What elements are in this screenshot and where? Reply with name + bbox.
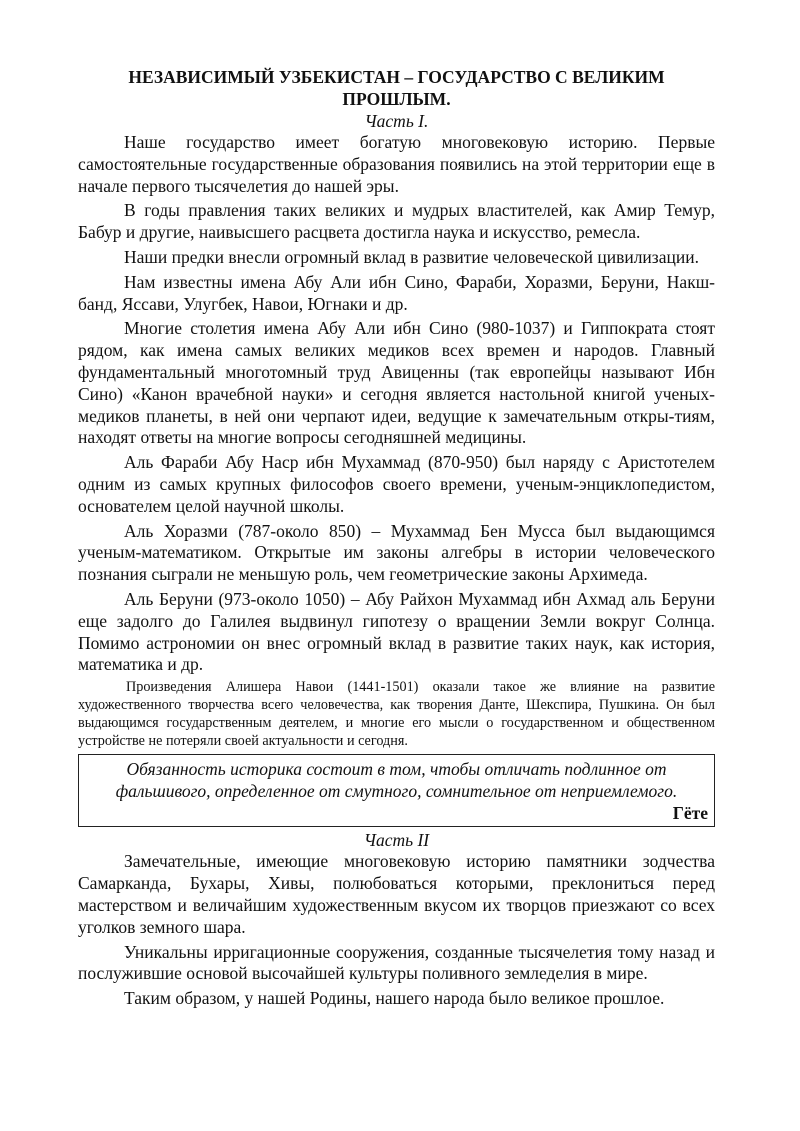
document-page xyxy=(78,66,715,1013)
paragraph: Замечательные, имеющие многовековую историю памятники зодчества Самарканда, Бухары, Хивы, полюбоваться которыми, преклониться перед мастерством и величайшим художественным вкусом их творцов приезжают со всех уголков земного шара. xyxy=(78,851,715,937)
paragraph: Наше государство имеет богатую многовековую историю. Первые самостоятельные государственные образования появились на этой территории еще в начале первого тысячелетия до нашей эры. xyxy=(78,132,715,196)
paragraph: Аль Хоразми (787-около 850) – Мухаммад Бен Мусса был выдающимся ученым-математиком. Открытые им законы алгебры в истории человеческого познания сыграли не меньшую роль, чем геометрические законы Архимеда. xyxy=(78,520,715,585)
paragraph: Аль Фараби Абу Наср ибн Мухаммад (870-950) был наряду с Аристотелем одним из самых крупных философов своего времени, ученым-энциклопедистом, основателем целой научной школы. xyxy=(78,452,715,516)
part-2-heading: Часть II xyxy=(363,830,430,851)
paragraph: Таким образом, у нашей Родины, нашего народа было великое прошлое. xyxy=(124,988,665,1009)
paragraph: Многие столетия имена Абу Али ибн Сино (980-1037) и Гиппократа стоят рядом, как имена самых великих медиков всех времен и народов. Главный фундаментальный многотомный труд Авиценны (так европейцы называют Ибн Сино) «Канон врачебной науки» и сегодня является настольной книгой ученых-медиков планеты, в ней они черпают идеи, ведущие к замечательным откры-тиям, находят ответы на многие вопросы сегодняшней медицины. xyxy=(78,318,715,448)
part-1-body xyxy=(78,132,715,676)
small-paragraph-navoi: Произведения Алишера Навои (1441-1501) оказали такое же влияние на развитие художественного творчества всего человечества, как творения Данте, Шекспира, Пушкина. Он был выдающимся государственным деятелем, и многие его мысли о государственном и общественном устройстве не потеряли своей актуальности и сегодня. xyxy=(78,679,715,749)
part-1-heading: Часть I. xyxy=(364,111,429,131)
quote-box xyxy=(78,754,715,827)
paragraph: Наши предки внесли огромный вклад в развитие человеческой цивилизации. xyxy=(124,246,699,267)
document-title: НЕЗАВИСИМЫЙ УЗБЕКИСТАН – ГОСУДАРСТВО С ВЕЛИКИМ ПРОШЛЫМ. xyxy=(128,67,665,109)
quote-author: Гёте xyxy=(672,803,708,824)
paragraph: Уникальны ирригационные сооружения, созданные тысячелетия тому назад и послужившие основой высочайшей культуры поливного земледелия в мире. xyxy=(78,941,715,984)
part-2-body xyxy=(78,851,715,1010)
paragraph: В годы правления таких великих и мудрых властителей, как Амир Темур, Бабур и другие, наивысшего расцвета достигла наука и искусство, ремесла. xyxy=(78,200,715,243)
paragraph: Нам известны имена Абу Али ибн Сино, Фараби, Хоразми, Беруни, Накш-банд, Яссави, Улугбек, Навои, Югнаки и др. xyxy=(78,271,715,314)
paragraph: Аль Беруни (973-около 1050) – Абу Райхон Мухаммад ибн Ахмад аль Беруни еще задолго до Галилея выдвинул гипотезу о вращении Земли вокруг Солнца. Помимо астрономии он внес огромный вклад в развитие таких наук, как история, математика и др. xyxy=(78,588,715,675)
quote-text: Обязанность историка состоит в том, чтобы отличать подлинное от фальшивого, определенное от смутного, сомнительное от неприемлемого. xyxy=(115,759,678,802)
